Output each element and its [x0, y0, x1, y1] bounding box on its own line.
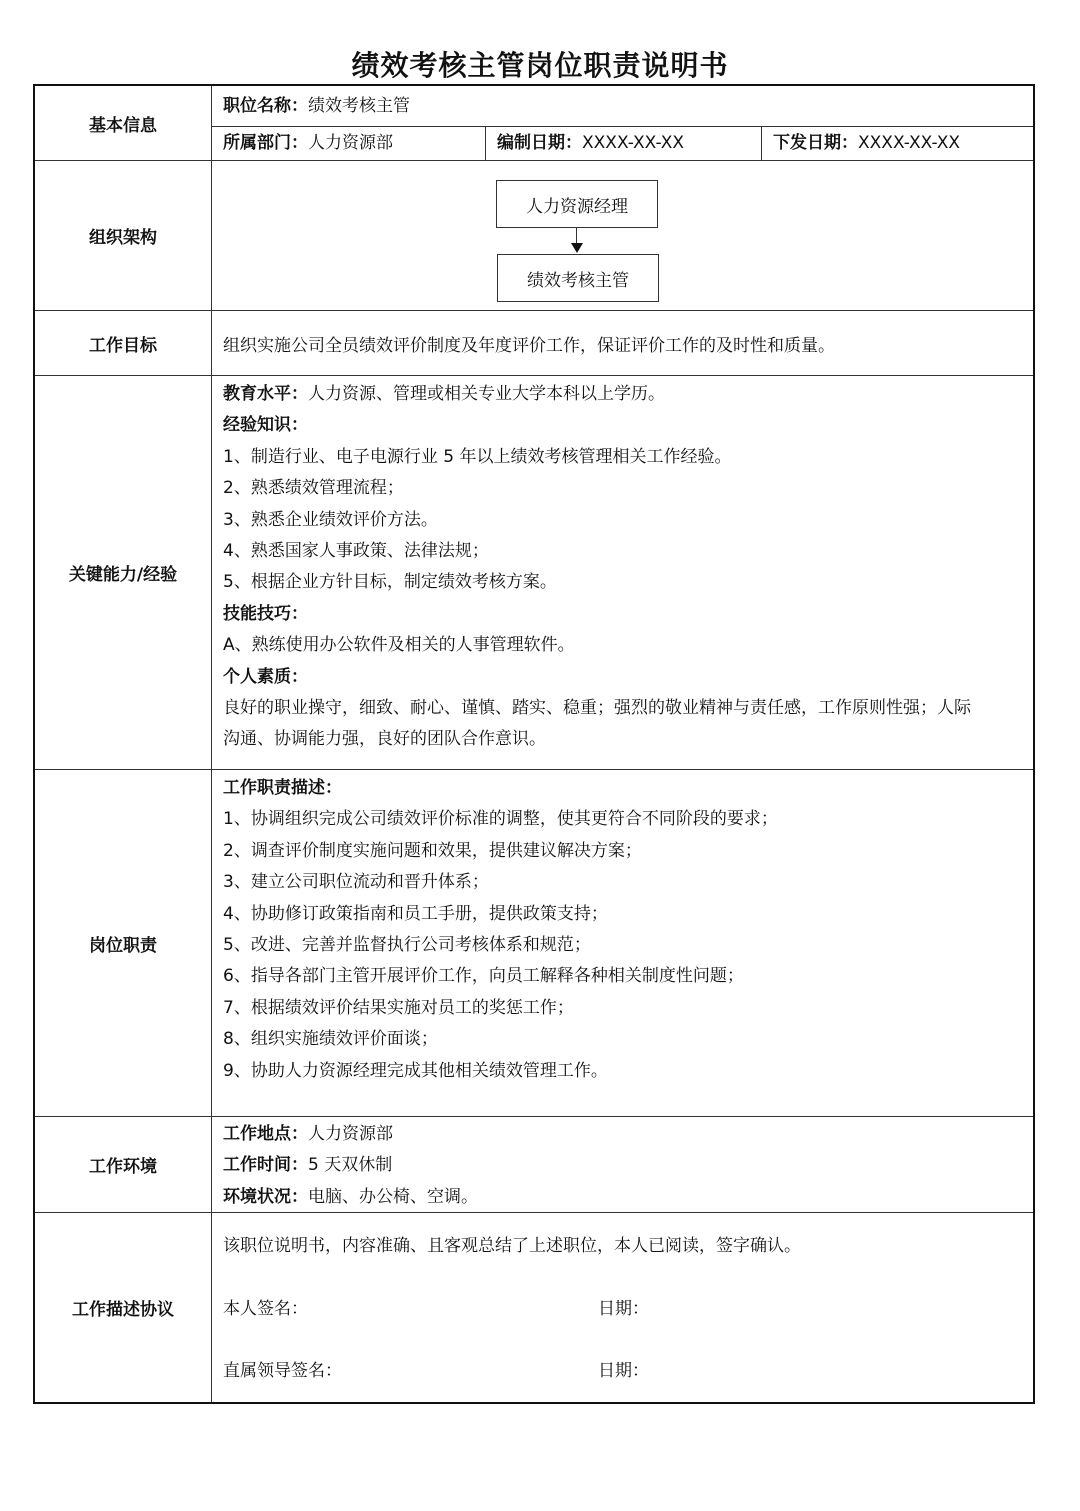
experience-item: 1、制造行业、电子电源行业 5 年以上绩效考核管理相关工作经验。 [223, 446, 732, 467]
work-goal-content [212, 311, 1033, 375]
work-place-line [223, 1119, 1033, 1150]
org-box-performance-supervisor: 绩效考核主管 [497, 254, 659, 302]
org-box-hr-manager: 人力资源经理 [496, 180, 658, 228]
label-key-abilities: 关键能力/经验 [35, 376, 212, 769]
duty-item: 5、改进、完善并监督执行公司考核体系和规范； [223, 934, 591, 955]
leader-signature-label: 直属领导签名： [223, 1361, 342, 1381]
education-value: 人力资源、管理或相关专业大学本科以上学历。 [308, 384, 665, 404]
skill-item: A、熟练使用办公软件及相关的人事管理软件。 [223, 635, 575, 656]
education-key: 教育水平： [223, 384, 308, 404]
duty-item: 7、根据绩效评价结果实施对员工的奖惩工作； [223, 997, 574, 1018]
self-signature-label: 本人签名： [223, 1299, 308, 1319]
duty-item: 3、建立公司职位流动和晋升体系； [223, 872, 489, 893]
duties-heading: 工作职责描述： [223, 778, 342, 798]
work-time-key: 工作时间： [223, 1155, 308, 1176]
compile-date-value: XXXX-XX-XX [582, 133, 685, 153]
duty-item: 6、指导各部门主管开展评价工作，向员工解释各种相关制度性问题； [223, 966, 744, 987]
leader-date-label: 日期： [598, 1361, 649, 1381]
row-key-abilities [35, 376, 1033, 770]
org-connector-line [576, 228, 577, 244]
label-agreement: 工作描述协议 [35, 1213, 212, 1402]
experience-item: 4、熟悉国家人事政策、法律法规； [223, 540, 489, 561]
education-line [223, 379, 1033, 410]
org-arrow-icon [571, 243, 583, 253]
position-name-cell [212, 86, 1033, 127]
work-time-value: 5 天双休制 [308, 1155, 393, 1176]
department-value: 人力资源部 [308, 133, 393, 153]
personal-quality-line: 沟通、协调能力强，良好的团队合作意识。 [223, 729, 546, 750]
issue-date-value: XXXX-XX-XX [858, 133, 961, 153]
personal-quality-line: 良好的职业操守，细致、耐心、谨慎、踏实、稳重；强烈的敬业精神与责任感，工作原则性强；人际 [223, 697, 971, 718]
duty-item: 2、调查评价制度实施问题和效果，提供建议解决方案； [223, 840, 642, 861]
position-name-value: 绩效考核主管 [308, 96, 410, 116]
label-work-environment: 工作环境 [35, 1117, 212, 1212]
org-chart [212, 161, 1033, 310]
work-goal-text: 组织实施公司全员绩效评价制度及年度评价工作，保证评价工作的及时性和质量。 [223, 335, 835, 356]
work-place-value: 人力资源部 [308, 1124, 393, 1144]
work-condition-line [223, 1182, 1033, 1213]
duty-item: 4、协助修订政策指南和员工手册，提供政策支持； [223, 903, 608, 924]
row-basic-info [35, 86, 1033, 161]
experience-item: 5、根据企业方针目标，制定绩效考核方案。 [223, 572, 557, 593]
issue-date-key: 下发日期： [773, 133, 858, 153]
duty-item: 1、协调组织完成公司绩效评价标准的调整，使其更符合不同阶段的要求； [223, 809, 778, 830]
label-basic-info: 基本信息 [35, 86, 212, 160]
key-abilities-content [212, 376, 1033, 769]
basic-info-subrow [212, 127, 1033, 160]
row-work-goal [35, 311, 1033, 376]
position-name-key: 职位名称： [223, 96, 308, 116]
row-work-environment [35, 1117, 1033, 1213]
basic-info-content [212, 86, 1033, 160]
compile-date-cell [486, 127, 762, 160]
compile-date-key: 编制日期： [497, 133, 582, 153]
work-condition-key: 环境状况： [223, 1186, 308, 1207]
experience-item: 2、熟悉绩效管理流程； [223, 478, 404, 499]
skills-heading: 技能技巧： [223, 603, 308, 624]
label-job-duties: 岗位职责 [35, 770, 212, 1116]
agreement-statement: 该职位说明书，内容准确、且客观总结了上述职位，本人已阅读，签字确认。 [223, 1236, 801, 1256]
row-org-structure [35, 161, 1033, 311]
department-key: 所属部门： [223, 133, 308, 153]
issue-date-cell [762, 127, 1033, 160]
work-condition-value: 电脑、办公椅、空调。 [308, 1186, 478, 1207]
label-work-goal: 工作目标 [35, 311, 212, 375]
work-environment-content [212, 1117, 1033, 1212]
self-date-label: 日期： [598, 1299, 649, 1319]
row-job-duties [35, 770, 1033, 1117]
personal-quality-heading: 个人素质： [223, 666, 308, 687]
experience-heading: 经验知识： [223, 415, 308, 436]
duty-item: 9、协助人力资源经理完成其他相关绩效管理工作。 [223, 1060, 608, 1081]
job-duties-content [212, 770, 1033, 1116]
work-time-line [223, 1150, 1033, 1181]
duty-item: 8、组织实施绩效评价面谈； [223, 1029, 438, 1050]
agreement-content [212, 1213, 1033, 1402]
work-place-key: 工作地点： [223, 1124, 308, 1144]
page-title: 绩效考核主管岗位职责说明书 [351, 49, 729, 82]
experience-item: 3、熟悉企业绩效评价方法。 [223, 509, 438, 530]
department-cell [212, 127, 486, 160]
job-description-table [33, 84, 1035, 1404]
row-agreement [35, 1213, 1033, 1402]
label-org-structure: 组织架构 [35, 161, 212, 310]
